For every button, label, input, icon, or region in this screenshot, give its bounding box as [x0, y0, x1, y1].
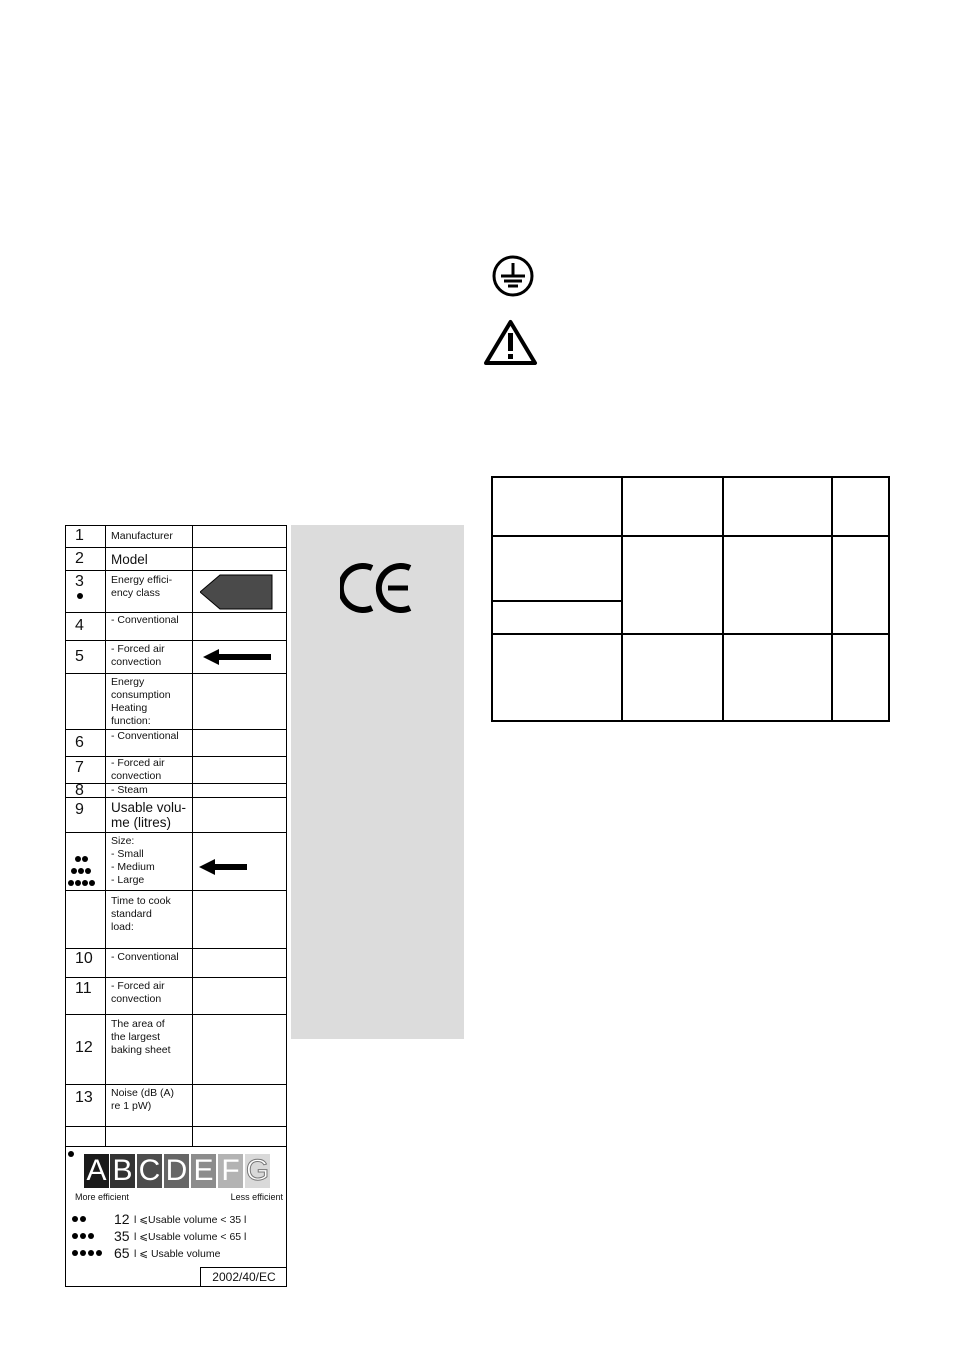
efficiency-class-arrow-icon	[200, 574, 273, 610]
label-row-12: 12 The area of the largest baking sheet	[66, 1015, 286, 1085]
label-row-1: 1 Manufacturer	[66, 526, 286, 548]
label-row-size: Size: - Small - Medium - Large	[66, 833, 286, 891]
scale-letter-c: C	[138, 1154, 161, 1187]
label-row-10: 10 - Conventional	[66, 949, 286, 978]
directive-number: 2002/40/EC	[200, 1267, 287, 1287]
label-row-7: 7 - Forced air convection	[66, 757, 286, 784]
label-row-9: 9 Usable volu- me (litres)	[66, 798, 286, 833]
label-row-3: 3 Energy effici- ency class	[66, 571, 286, 613]
ce-panel	[291, 525, 464, 1039]
label-row-4: 4 - Conventional	[66, 613, 286, 641]
label-row-11: 11 - Forced air convection	[66, 978, 286, 1015]
label-row-5: 5 - Forced air convection	[66, 641, 286, 674]
spec-table	[491, 476, 890, 722]
label-row-2: 2 Model	[66, 548, 286, 571]
scale-letter-g: G	[245, 1154, 270, 1187]
label-row-empty	[66, 1127, 286, 1147]
scale-letter-e: E	[191, 1154, 216, 1188]
label-row-energy: Energy consumption Heating function:	[66, 674, 286, 730]
scale-letter-f: F	[218, 1154, 243, 1188]
label-row-time: Time to cook standard load:	[66, 891, 286, 949]
scale-letter-a: A	[84, 1154, 109, 1188]
ground-icon	[491, 254, 535, 298]
efficiency-scale	[66, 1146, 286, 1286]
label-row-13: 13 Noise (dB (A) re 1 pW)	[66, 1085, 286, 1127]
ce-mark-icon	[340, 562, 415, 614]
volume-small: 12 l ⩽Usable volume < 35 l	[70, 1211, 285, 1227]
scale-letter-d: D	[165, 1154, 188, 1187]
arrow-left-icon	[199, 857, 249, 877]
less-efficient-label: Less efficient	[230, 1192, 283, 1202]
energy-label	[65, 525, 287, 1287]
arrow-left-icon	[203, 647, 273, 667]
bullet-dot	[68, 1151, 74, 1157]
volume-medium: 35 l ⩽Usable volume < 65 l	[70, 1228, 285, 1244]
bullet-dot	[77, 593, 83, 599]
label-row-8: 8 - Steam	[66, 784, 286, 798]
more-efficient-label: More efficient	[75, 1192, 129, 1202]
warning-icon	[483, 318, 538, 366]
scale-letter-b: B	[110, 1154, 135, 1188]
volume-large: 65 l ⩽ Usable volume	[70, 1245, 285, 1261]
label-row-6: 6 - Conventional	[66, 730, 286, 757]
